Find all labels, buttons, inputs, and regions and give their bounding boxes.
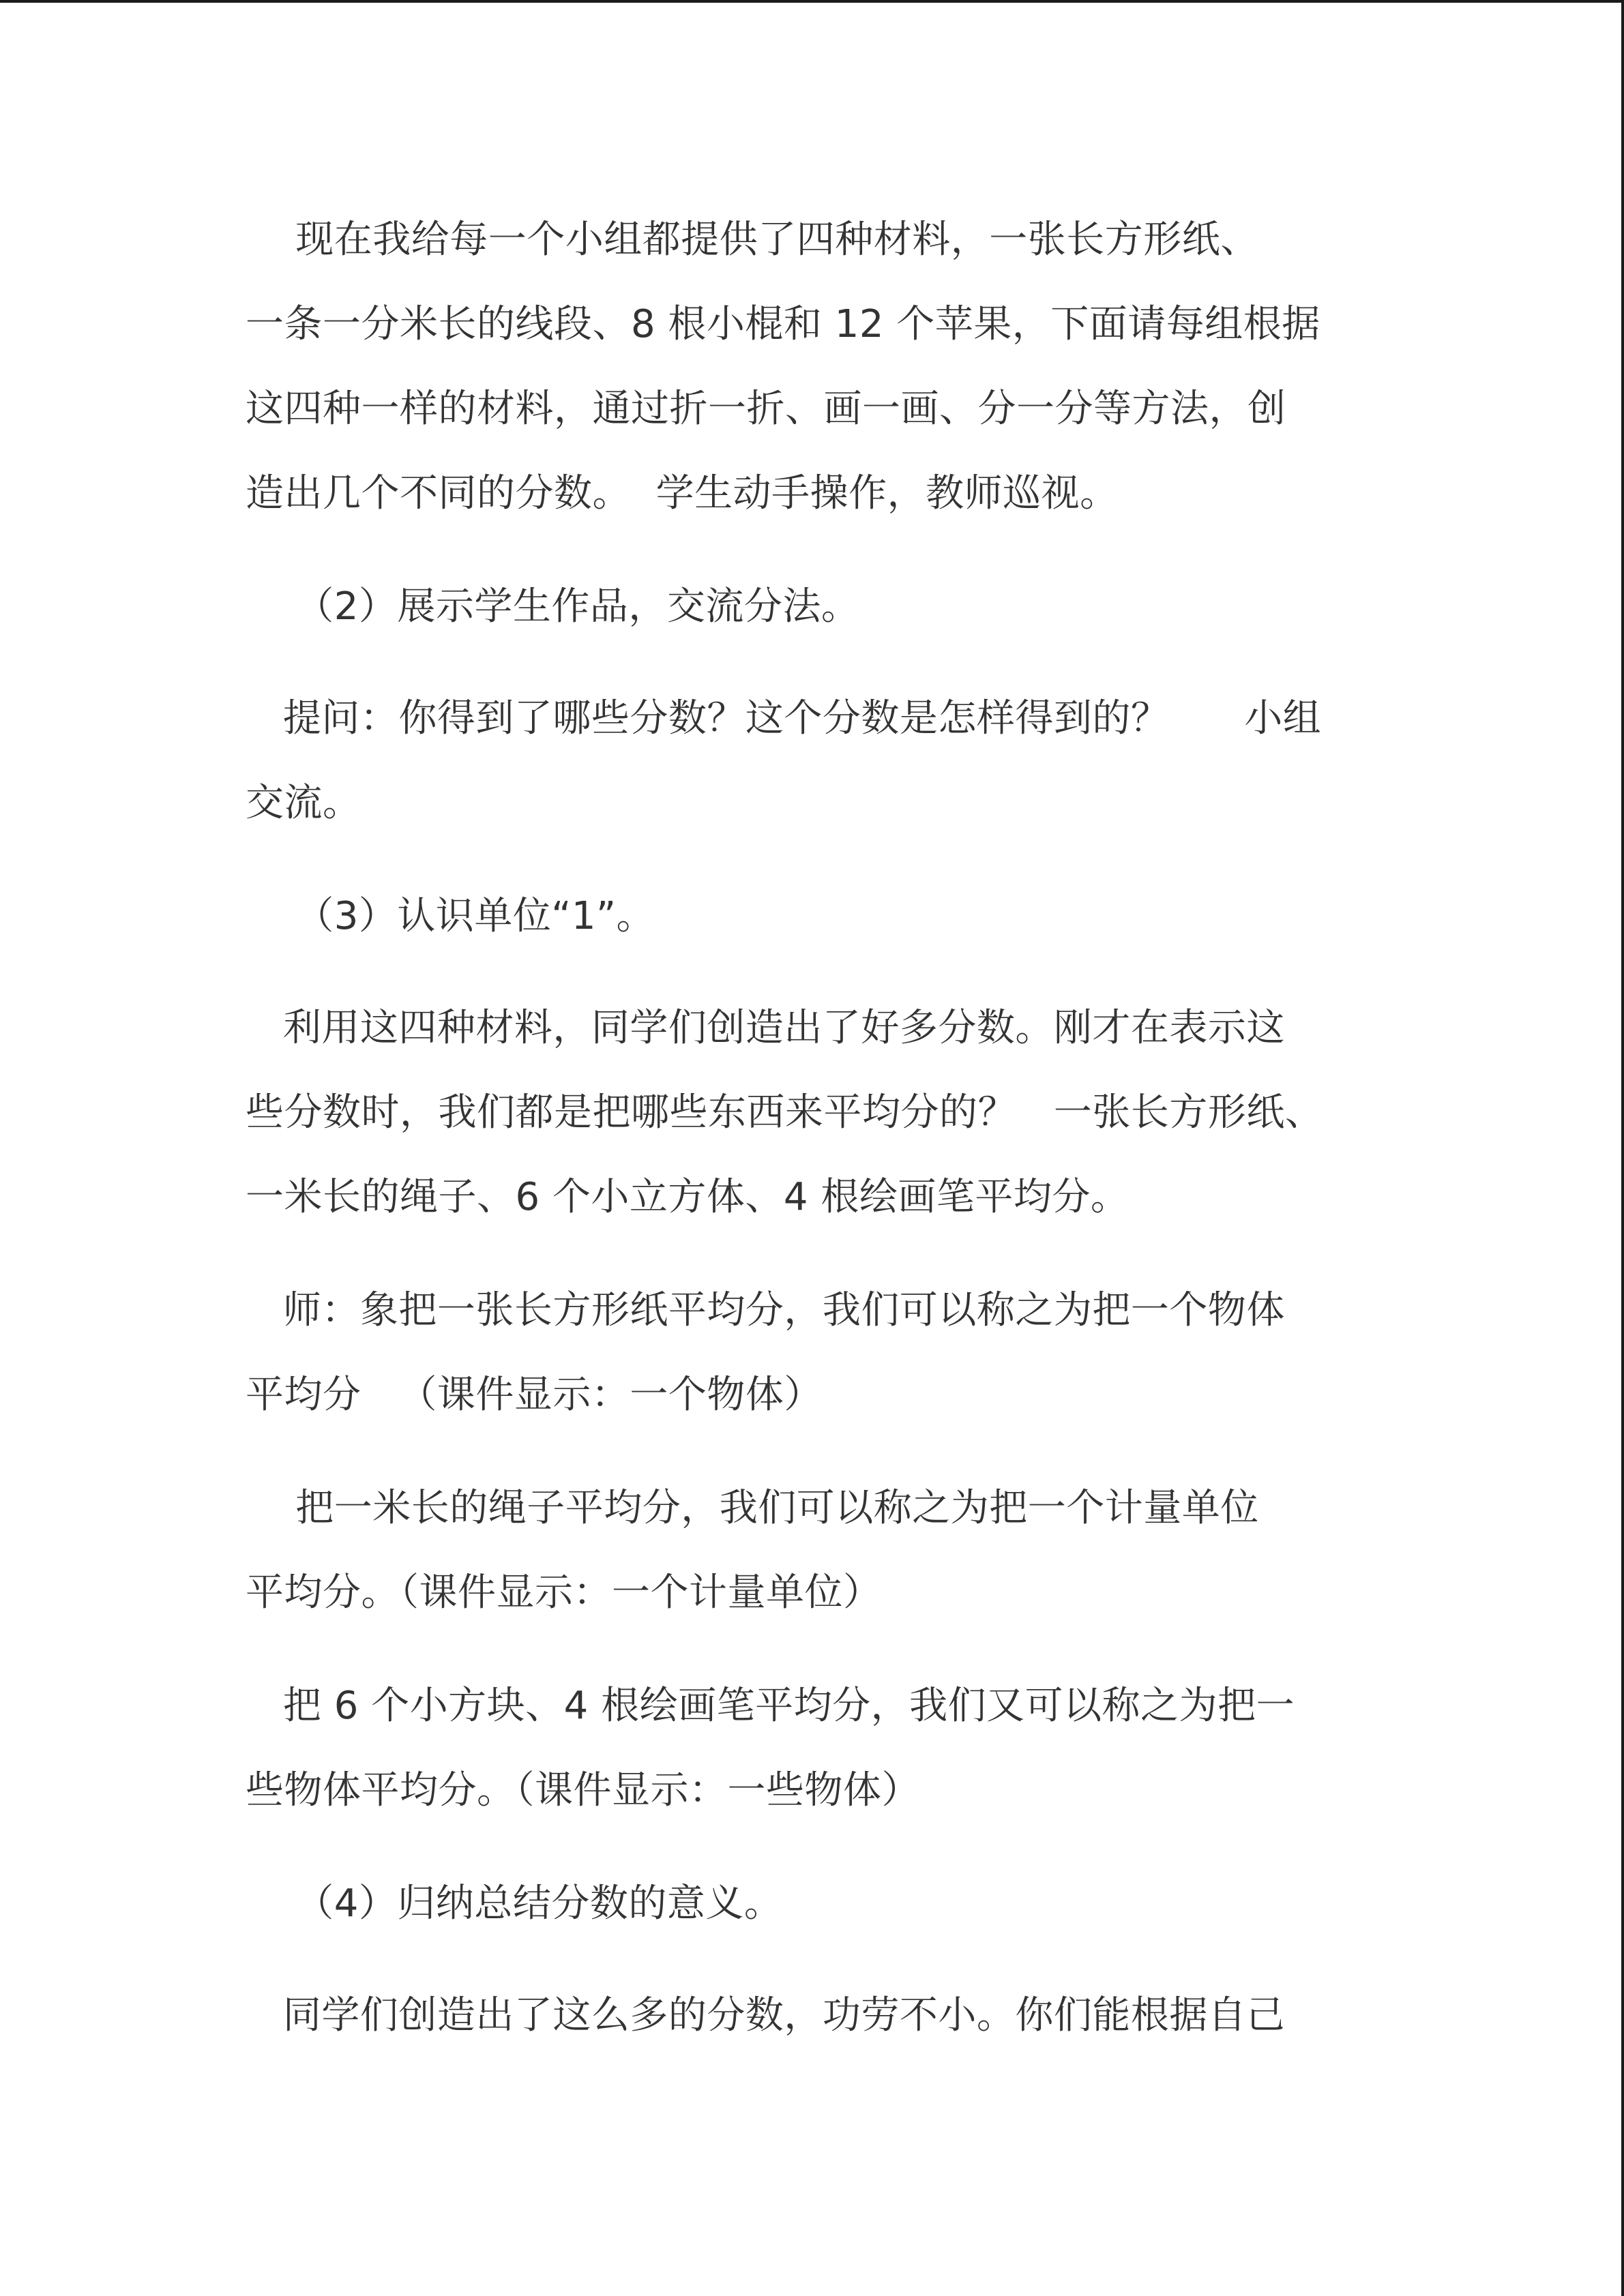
text-line: 把 6 个小方块、4 根绘画笔平均分，我们又可以称之为把一 (246, 1684, 1295, 1728)
text-line: 一条一分米长的线段、8 根小棍和 12 个苹果，下面请每组根据 (246, 302, 1320, 346)
text-line: 现在我给每一个小组都提供了四种材料，一张长方形纸、 (246, 218, 1259, 262)
text-line: 交流。 (246, 781, 361, 825)
text-line: 平均分。（课件显示：一个计量单位） (246, 1570, 882, 1615)
text-line: 同学们创造出了这么多的分数，功劳不小。你们能根据自己 (246, 1993, 1285, 2038)
section-heading: （3）认识单位“1”。 (246, 894, 655, 938)
text-line: 一米长的绳子、6 个小立方体、4 根绘画笔平均分。 (246, 1175, 1130, 1219)
page-right-border (1621, 0, 1624, 2296)
text-line: 造出几个不同的分数。 学生动手操作，教师巡视。 (246, 471, 1119, 516)
text-line: 师：象把一张长方形纸平均分，我们可以称之为把一个物体 (246, 1288, 1285, 1332)
section-heading: （4）归纳总结分数的意义。 (246, 1881, 783, 1926)
section-heading: （2）展示学生作品，交流分法。 (246, 584, 860, 629)
text-line: 把一米长的绳子平均分，我们可以称之为把一个计量单位 (246, 1486, 1259, 1530)
text-line: 这四种一样的材料，通过折一折、画一画、分一分等方法，创 (246, 387, 1286, 431)
text-line: 些物体平均分。（课件显示：一些物体） (246, 1768, 920, 1813)
text-line: 提问：你得到了哪些分数？这个分数是怎样得到的？ 小组 (246, 696, 1322, 741)
page-top-border (0, 0, 1624, 3)
text-line: 些分数时，我们都是把哪些东西来平均分的？ 一张长方形纸、 (246, 1090, 1324, 1135)
text-line: 平均分 （课件显示：一个物体） (246, 1373, 823, 1417)
text-line: 利用这四种材料，同学们创造出了好多分数。刚才在表示这 (246, 1006, 1285, 1050)
